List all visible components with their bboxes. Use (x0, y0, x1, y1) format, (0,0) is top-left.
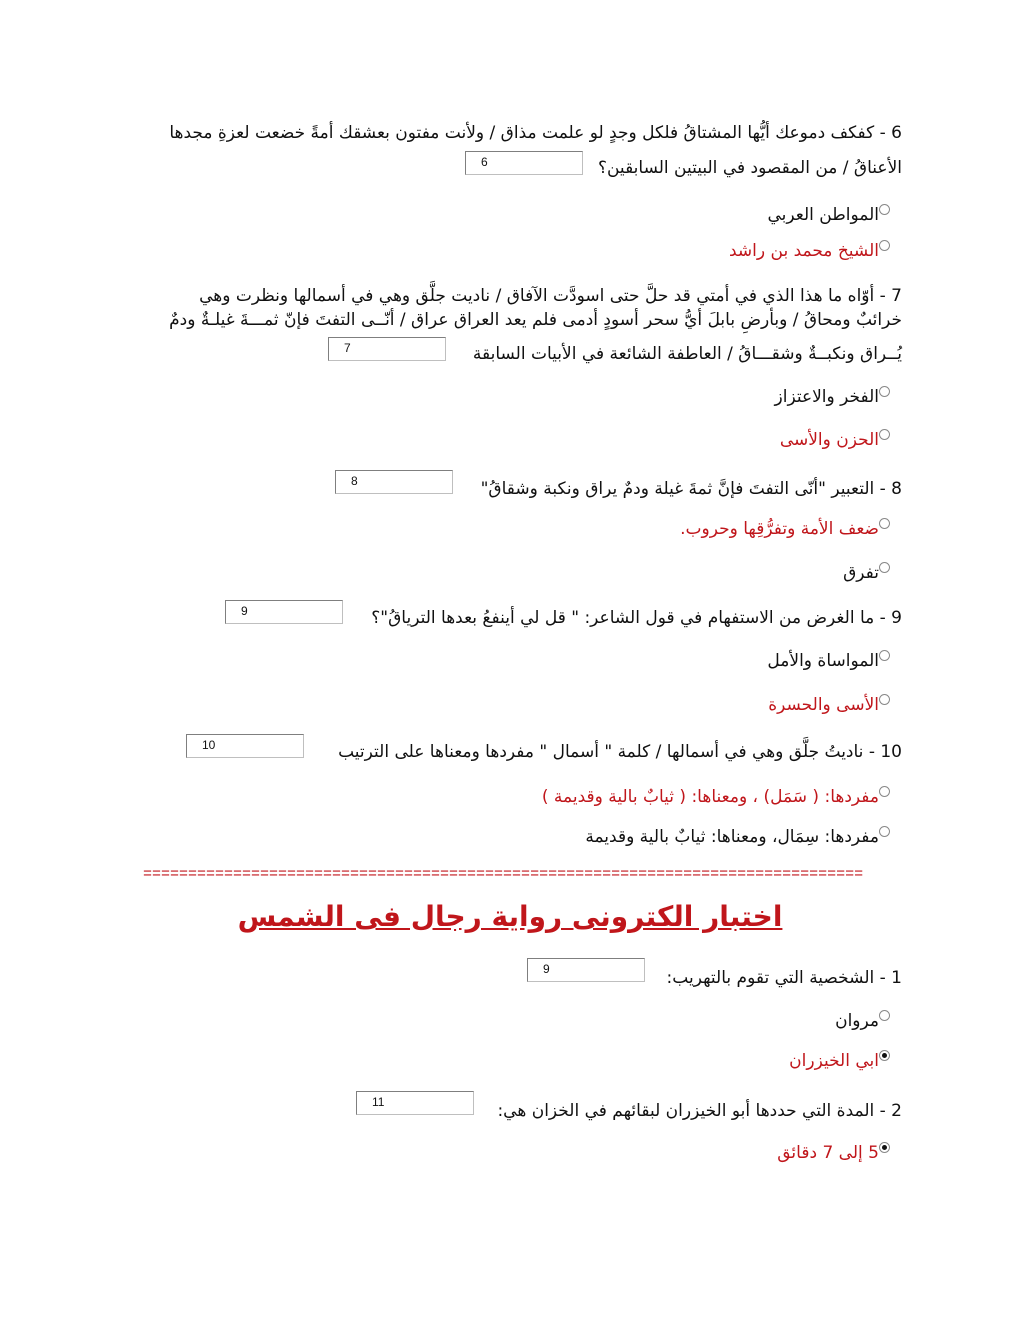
question-8: 8 - التعبير "أنّى التفتَ فإنَّ ثمةَ غيلة ودمٌ يراق ونكبة وشقاقُ" (480, 479, 902, 499)
radio-button[interactable] (879, 694, 890, 705)
radio-button-selected[interactable] (879, 1142, 890, 1153)
option-label: الأسى والحسرة (768, 695, 879, 715)
radio-button[interactable] (879, 204, 890, 215)
radio-button[interactable] (879, 786, 890, 797)
option-label: مروان (835, 1011, 879, 1031)
question-6-line-2: الأعناقُ / من المقصود في البيتين السابقين؟ (597, 158, 902, 178)
option-q10-b[interactable] (585, 824, 890, 850)
question-s2-1: 1 - الشخصية التي تقوم بالتهريب: (666, 968, 902, 988)
answer-box-q10[interactable]: 10 (186, 734, 304, 758)
option-q7-b[interactable] (780, 427, 890, 453)
section-title: اختبار الكترونى رواية رجال فى الشمس (237, 900, 783, 933)
option-q6-b[interactable] (729, 238, 890, 264)
option-label: 5 إلى 7 دقائق (777, 1143, 879, 1163)
question-7-line-3: يُــراق ونكبــةٌ وشقـــاقُ / العاطفة الشائعة في الأبيات السابقة (472, 344, 902, 364)
answer-box-q9[interactable]: 9 (225, 600, 343, 624)
answer-box-q8[interactable]: 8 (335, 470, 453, 494)
radio-button[interactable] (879, 518, 890, 529)
question-7-line-1: 7 - أوّاه ما هذا الذي في أمتي قد حلَّ حتى اسودَّت الآفاق / ناديت جلَّق وهي في أسمالها ونظرت وهي (199, 286, 902, 306)
option-q8-b[interactable] (843, 560, 890, 586)
option-q9-b[interactable] (768, 692, 890, 718)
radio-button-selected[interactable] (879, 1050, 890, 1061)
option-label: مفردها: ( سَمَل) ، ومعناها: ( ثيابٌ بالية وقديمة ) (541, 787, 879, 807)
answer-box-q6[interactable]: 6 (465, 151, 583, 175)
option-q9-a[interactable] (767, 648, 890, 674)
option-label: ضعف الأمة وتفرُّقِها وحروب. (680, 519, 879, 539)
option-label: مفردها: سِمَال، ومعناها: ثيابٌ بالية وقديمة (585, 827, 879, 847)
radio-button[interactable] (879, 386, 890, 397)
radio-button[interactable] (879, 562, 890, 573)
radio-button[interactable] (879, 826, 890, 837)
section-separator: ================================================================================ (143, 868, 864, 882)
radio-button[interactable] (879, 240, 890, 251)
option-s2-q1-b[interactable] (789, 1048, 890, 1074)
question-s2-2: 2 - المدة التي حددها أبو الخيزران لبقائهم في الخزان هي: (497, 1101, 902, 1121)
question-7-line-2: خرائبٌ ومحاقُ / وبأرضِ بابلَ أيُّ سحر أسودٍ أدمى فلم يعد العراق عراق / أنّــى التفتَ فإنّ ثمـــةَ غيلـةٌ ودمٌ (169, 310, 902, 330)
question-9: 9 - ما الغرض من الاستفهام في قول الشاعر: " قل لي أينفعُ بعدها الترياقُ"؟ (371, 608, 902, 628)
answer-box-s2-q2[interactable]: 11 (356, 1091, 474, 1115)
option-label: المواساة والأمل (767, 651, 879, 671)
option-label: الحزن والأسى (779, 430, 879, 450)
option-q10-a[interactable] (542, 784, 890, 810)
question-10: 10 - ناديتُ جلَّق وهي في أسمالها / كلمة " أسمال " مفردها ومعناها على الترتيب (338, 742, 902, 762)
radio-button[interactable] (879, 1010, 890, 1021)
option-label: الفخر والاعتزاز (774, 387, 879, 407)
option-label: الشيخ محمد بن راشد (729, 241, 879, 261)
option-q6-a[interactable] (768, 202, 891, 228)
radio-button[interactable] (879, 429, 890, 440)
answer-box-s2-q1[interactable]: 9 (527, 958, 645, 982)
question-6-line-1: 6 - كفكف دموعك أيُّها المشتاقُ فلكل وجدٍ لو علمت مذاق / ولأنت مفتون بعشقك أمةً خضعت لعزةِ مجدها (169, 123, 902, 143)
option-label: ابي الخيزران (789, 1051, 879, 1071)
option-q7-a[interactable] (775, 384, 890, 410)
answer-box-q7[interactable]: 7 (328, 337, 446, 361)
option-q8-a[interactable] (680, 516, 890, 542)
option-s2-q1-a[interactable] (835, 1008, 890, 1034)
option-label: المواطن العربي (767, 205, 879, 225)
option-s2-q2-a[interactable] (777, 1140, 890, 1166)
radio-button[interactable] (879, 650, 890, 661)
option-label: تفرق (843, 563, 879, 583)
